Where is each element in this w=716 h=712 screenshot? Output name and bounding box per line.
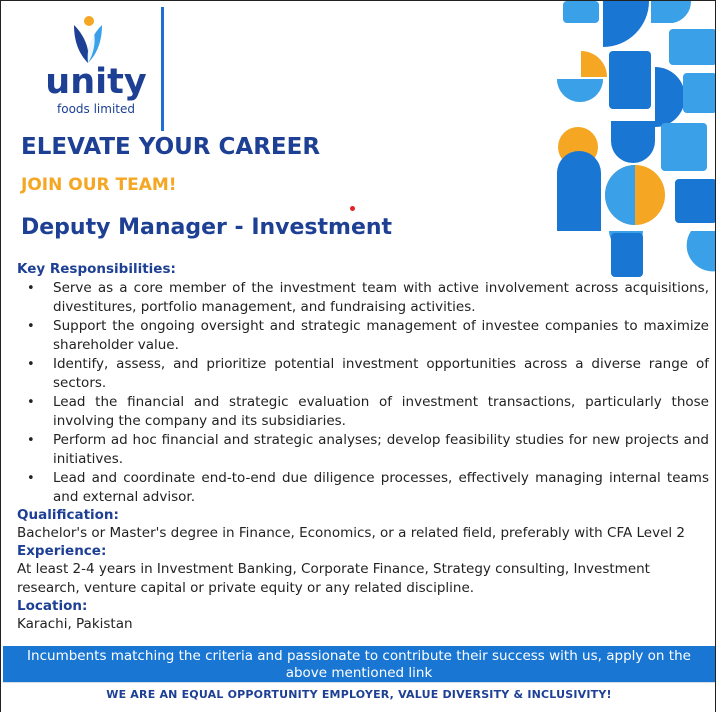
- company-logo: [35, 15, 155, 125]
- apply-banner: Incumbents matching the criteria and passionate to contribute their success with us, apply on the above mentioned link: [3, 646, 715, 682]
- qualification-heading: Qualification:: [17, 507, 119, 523]
- responsibilities-heading: Key Responsibilities:: [17, 261, 176, 277]
- bullet-icon: •: [27, 357, 35, 372]
- logo-tagline: foods limited: [57, 102, 135, 116]
- headline: ELEVATE YOUR CAREER: [21, 134, 321, 160]
- header-divider: [161, 7, 164, 131]
- accent-dot: [350, 206, 355, 211]
- location-heading: Location:: [17, 598, 88, 614]
- bullet-icon: •: [27, 433, 35, 448]
- qualification-text: Bachelor's or Master's degree in Finance, Economics, or a related field, preferably with CFA Level 2: [17, 525, 686, 541]
- responsibilities-list: [17, 279, 709, 507]
- list-item: • Identify, assess, and prioritize potential investment opportunities across a diverse range of sectors.: [27, 356, 709, 391]
- bullet-icon: •: [27, 319, 35, 334]
- logo-wordmark: unity: [45, 62, 147, 102]
- bullet-icon: •: [27, 281, 35, 296]
- list-item: • Lead and coordinate end-to-end due diligence processes, effectively managing internal teams and external advisor.: [27, 470, 709, 505]
- list-item: • Support the ongoing oversight and strategic management of investee companies to maximize shareholder value.: [27, 318, 709, 353]
- equal-opportunity-footer: WE ARE AN EQUAL OPPORTUNITY EMPLOYER, VALUE DIVERSITY & INCLUSIVITY!: [3, 682, 715, 712]
- list-item: • Lead the financial and strategic evaluation of investment transactions, particularly those involving the company and its subsidiaries.: [27, 394, 709, 429]
- experience-heading: Experience:: [17, 543, 107, 559]
- list-item: • Perform ad hoc financial and strategic analyses; develop feasibility studies for new projects and initiatives.: [27, 432, 709, 467]
- bullet-icon: •: [27, 471, 35, 486]
- decorative-pattern: [551, 1, 716, 279]
- location-text: Karachi, Pakistan: [17, 616, 133, 632]
- job-title: Deputy Manager - Investment: [21, 215, 393, 240]
- experience-text: At least 2-4 years in Investment Banking, Corporate Finance, Strategy consulting, Investment research, venture capital or private equity or any related discipline.: [17, 561, 650, 596]
- job-details: [17, 261, 709, 634]
- list-item: • Serve as a core member of the investment team with active involvement across acquisitions, divestitures, portfolio management, and fundraising activities.: [27, 280, 709, 315]
- bullet-icon: •: [27, 395, 35, 410]
- unity-leaf-icon: [68, 15, 108, 65]
- subheadline: JOIN OUR TEAM!: [21, 175, 177, 195]
